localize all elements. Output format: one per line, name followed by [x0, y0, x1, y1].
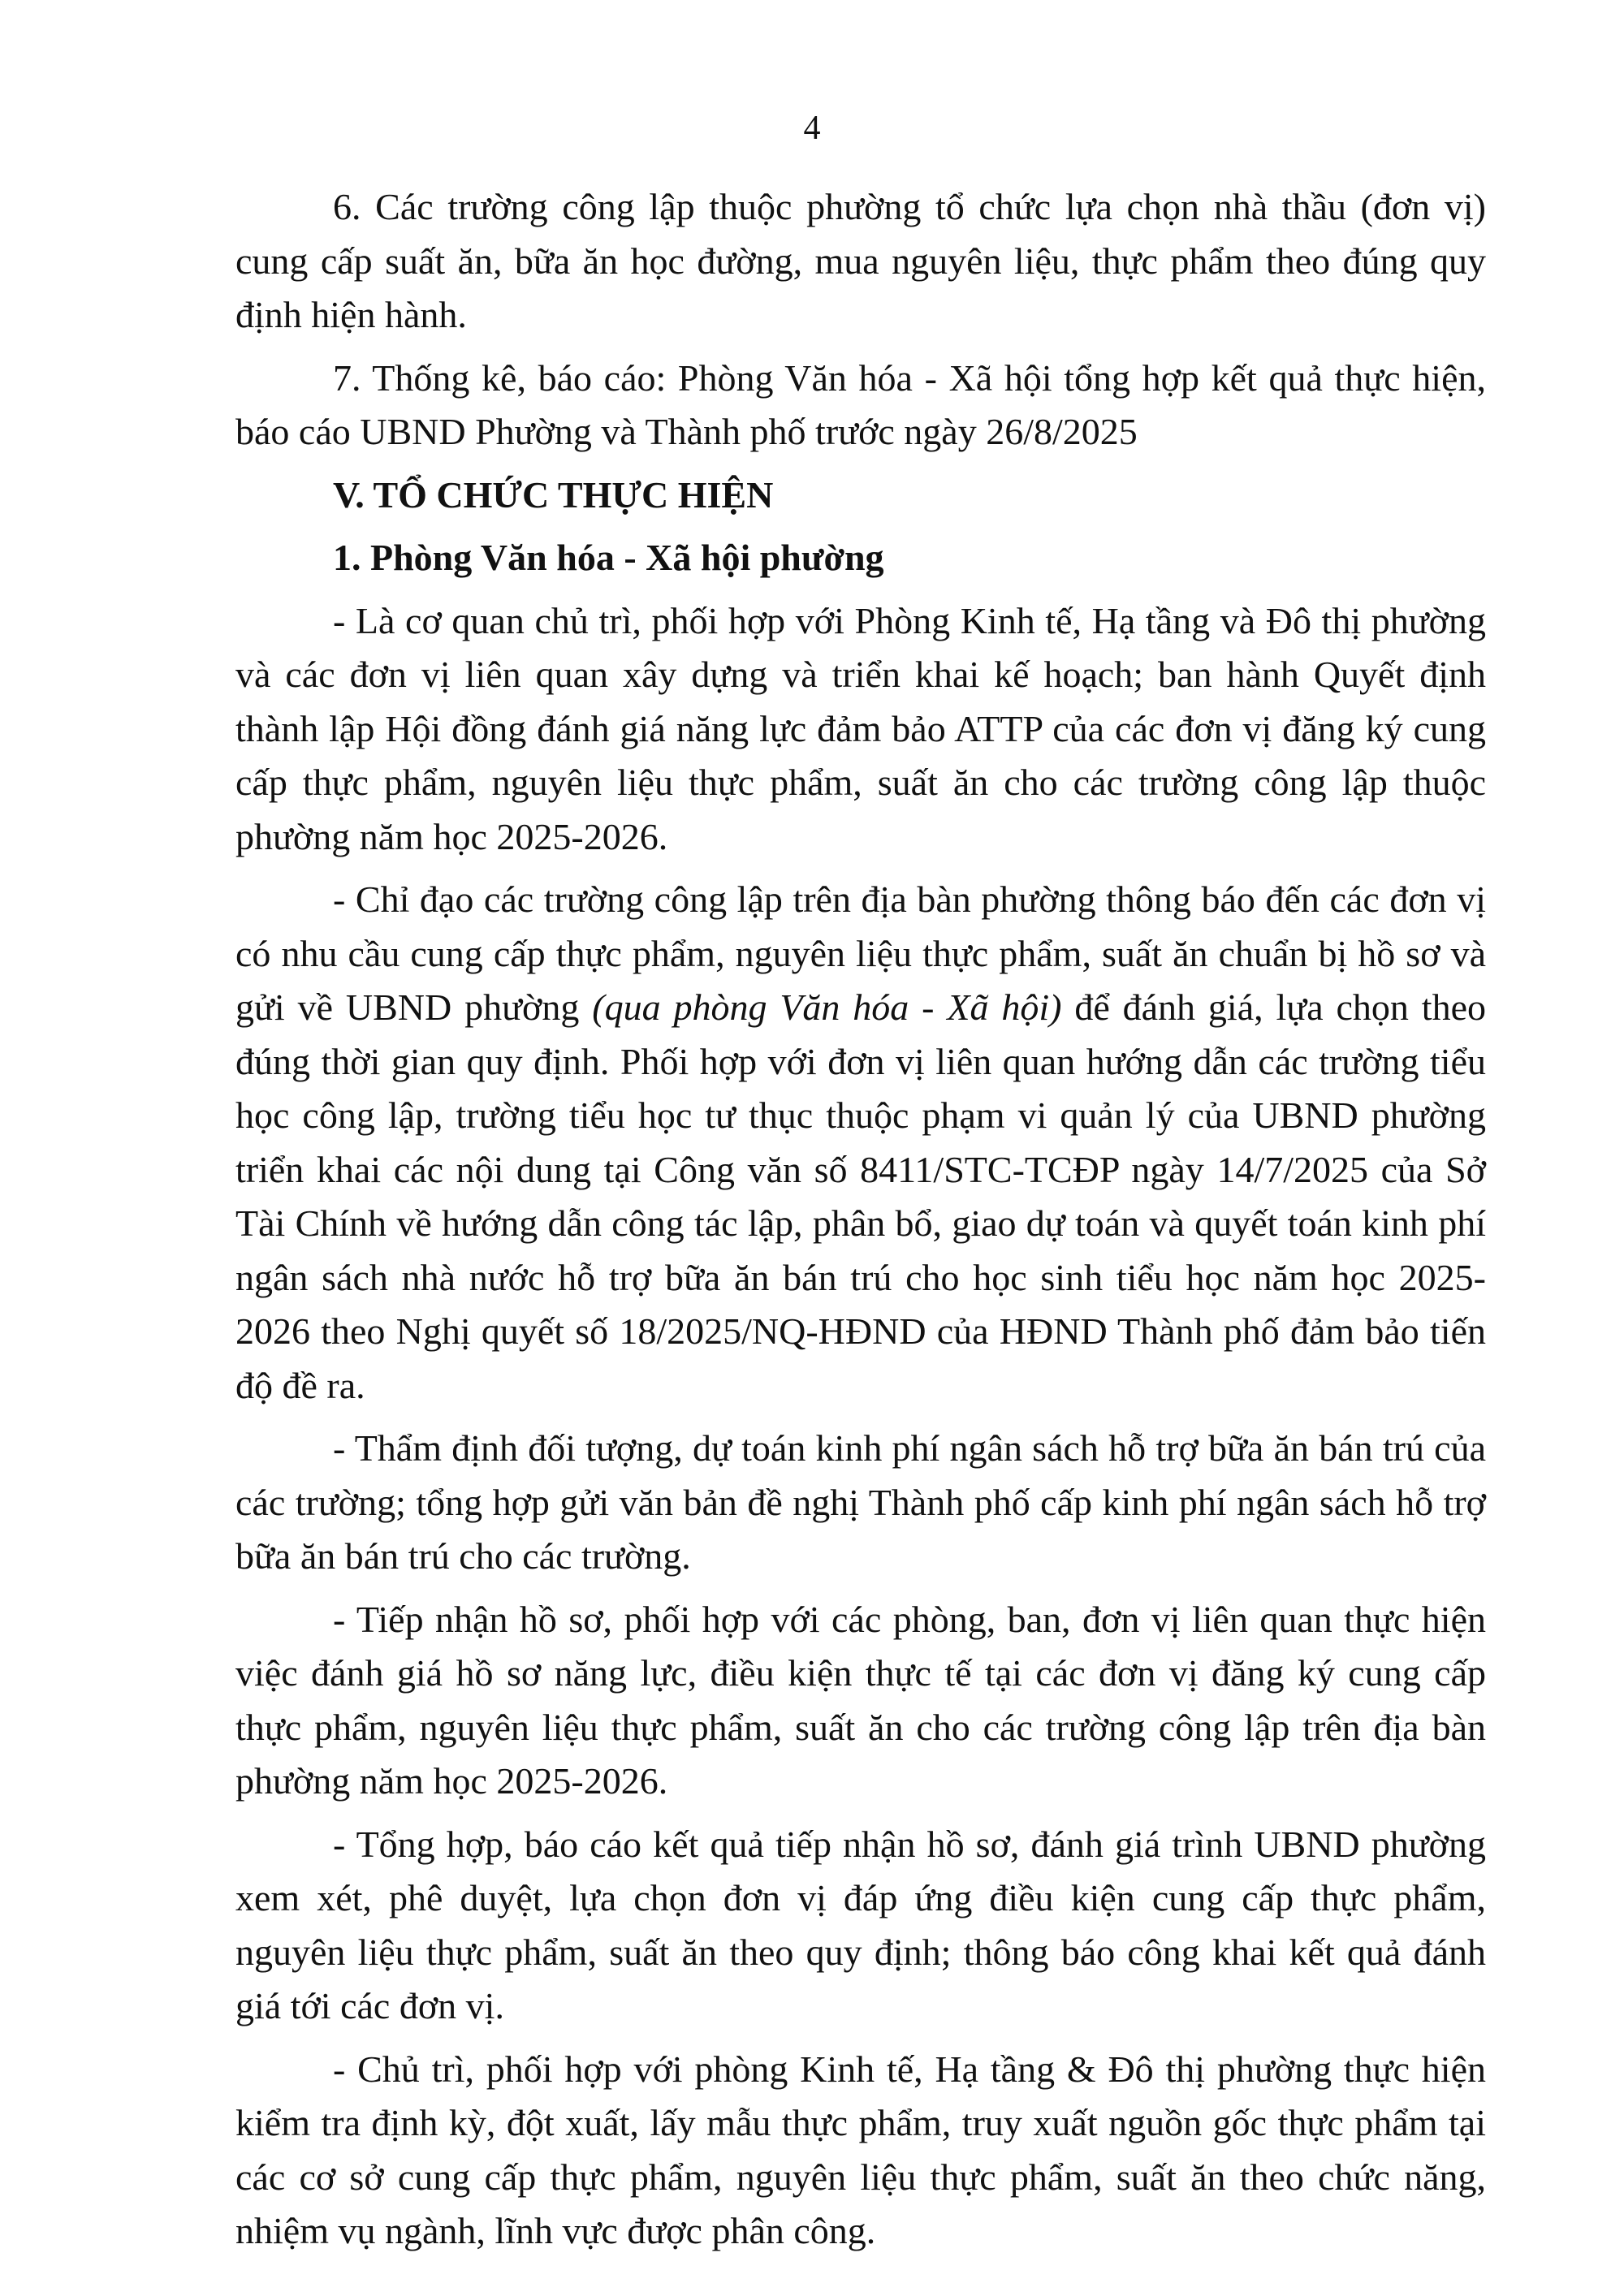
bullet-paragraph-5: - Tổng hợp, báo cáo kết quả tiếp nhận hồ sơ, đánh giá trình UBND phường xem xét, phê duyệt, lựa chọn đơn vị đáp ứng điều kiện cung cấp thực phẩm, nguyên liệu thực phẩm, suất ăn theo quy định; thông báo công khai kết quả đánh giá tới các đơn vị. [235, 1823, 1486, 2026]
bullet-paragraph-3: - Thẩm định đối tượng, dự toán kinh phí ngân sách hỗ trợ bữa ăn bán trú của các trường; tổng hợp gửi văn bản đề nghị Thành phố cấp kinh phí ngân sách hỗ trợ bữa ăn bán trú cho các trường. [235, 1427, 1486, 1577]
bullet-2-italic-note: (qua phòng Văn hóa - Xã hội) [592, 986, 1062, 1028]
bullet-2-text-start: - Chỉ đạo các trường công lập trên địa bàn phường thông báo đến các đơn vị có nhu cầu cung cấp thực phẩm, nguyên liệu thực phẩm, suất ăn chuẩn bị hồ sơ và gửi về UBND phường [235, 878, 1486, 1028]
item-6-paragraph: 6. Các trường công lập thuộc phường tổ chức lựa chọn nhà thầu (đơn vị) cung cấp suất ăn, bữa ăn học đường, mua nguyên liệu, thực phẩm theo đúng quy định hiện hành. [235, 186, 1486, 335]
bullet-paragraph-4: - Tiếp nhận hồ sơ, phối hợp với các phòng, ban, đơn vị liên quan thực hiện việc đánh giá hồ sơ năng lực, điều kiện thực tế tại các đơn vị đăng ký cung cấp thực phẩm, nguyên liệu thực phẩm, suất ăn cho các trường công lập trên địa bàn phường năm học 2025-2026. [235, 1598, 1486, 1802]
item-7-paragraph: 7. Thống kê, báo cáo: Phòng Văn hóa - Xã hội tổng hợp kết quả thực hiện, báo cáo UBND Phường và Thành phố trước ngày 26/8/2025 [235, 356, 1486, 452]
subsection-1-heading: 1. Phòng Văn hóa - Xã hội phường [333, 537, 884, 578]
bullet-paragraph-2 [235, 873, 1486, 1413]
section-v-heading: V. TỔ CHỨC THỰC HIỆN [333, 473, 774, 516]
bullet-2-text-end: để đánh giá, lựa chọn theo đúng thời gian quy định. Phối hợp với đơn vị liên quan hướng dẫn các trường tiểu học công lập, trường tiểu học tư thục thuộc phạm vi quản lý của UBND phường triển khai các nội dung tại Công văn số 8411/STC-TCĐP ngày 14/7/2025 của Sở Tài Chính về hướng dẫn công tác lập, phân bổ, giao dự toán và quyết toán kinh phí ngân sách nhà nước hỗ trợ bữa ăn bán trú cho học sinh tiểu học năm học 2025-2026 theo Nghị quyết số 18/2025/NQ-HĐND của HĐND Thành phố đảm bảo tiến độ đề ra. [235, 986, 1486, 1406]
bullet-paragraph-1: - Là cơ quan chủ trì, phối hợp với Phòng Kinh tế, Hạ tầng và Đô thị phường và các đơn vị liên quan xây dựng và triển khai kế hoạch; ban hành Quyết định thành lập Hội đồng đánh giá năng lực đảm bảo ATTP của các đơn vị đăng ký cung cấp thực phẩm, nguyên liệu thực phẩm, suất ăn cho các trường công lập thuộc phường năm học 2025-2026. [235, 599, 1486, 857]
page-number: 4 [803, 110, 821, 147]
document-body [235, 180, 1486, 2268]
bullet-paragraph-6: - Chủ trì, phối hợp với phòng Kinh tế, Hạ tầng & Đô thị phường thực hiện kiểm tra định kỳ, đột xuất, lấy mẫu thực phẩm, truy xuất nguồn gốc thực phẩm tại các cơ sở cung cấp thực phẩm, nguyên liệu thực phẩm, suất ăn theo chức năng, nhiệm vụ ngành, lĩnh vực được phân công. [235, 2048, 1486, 2251]
